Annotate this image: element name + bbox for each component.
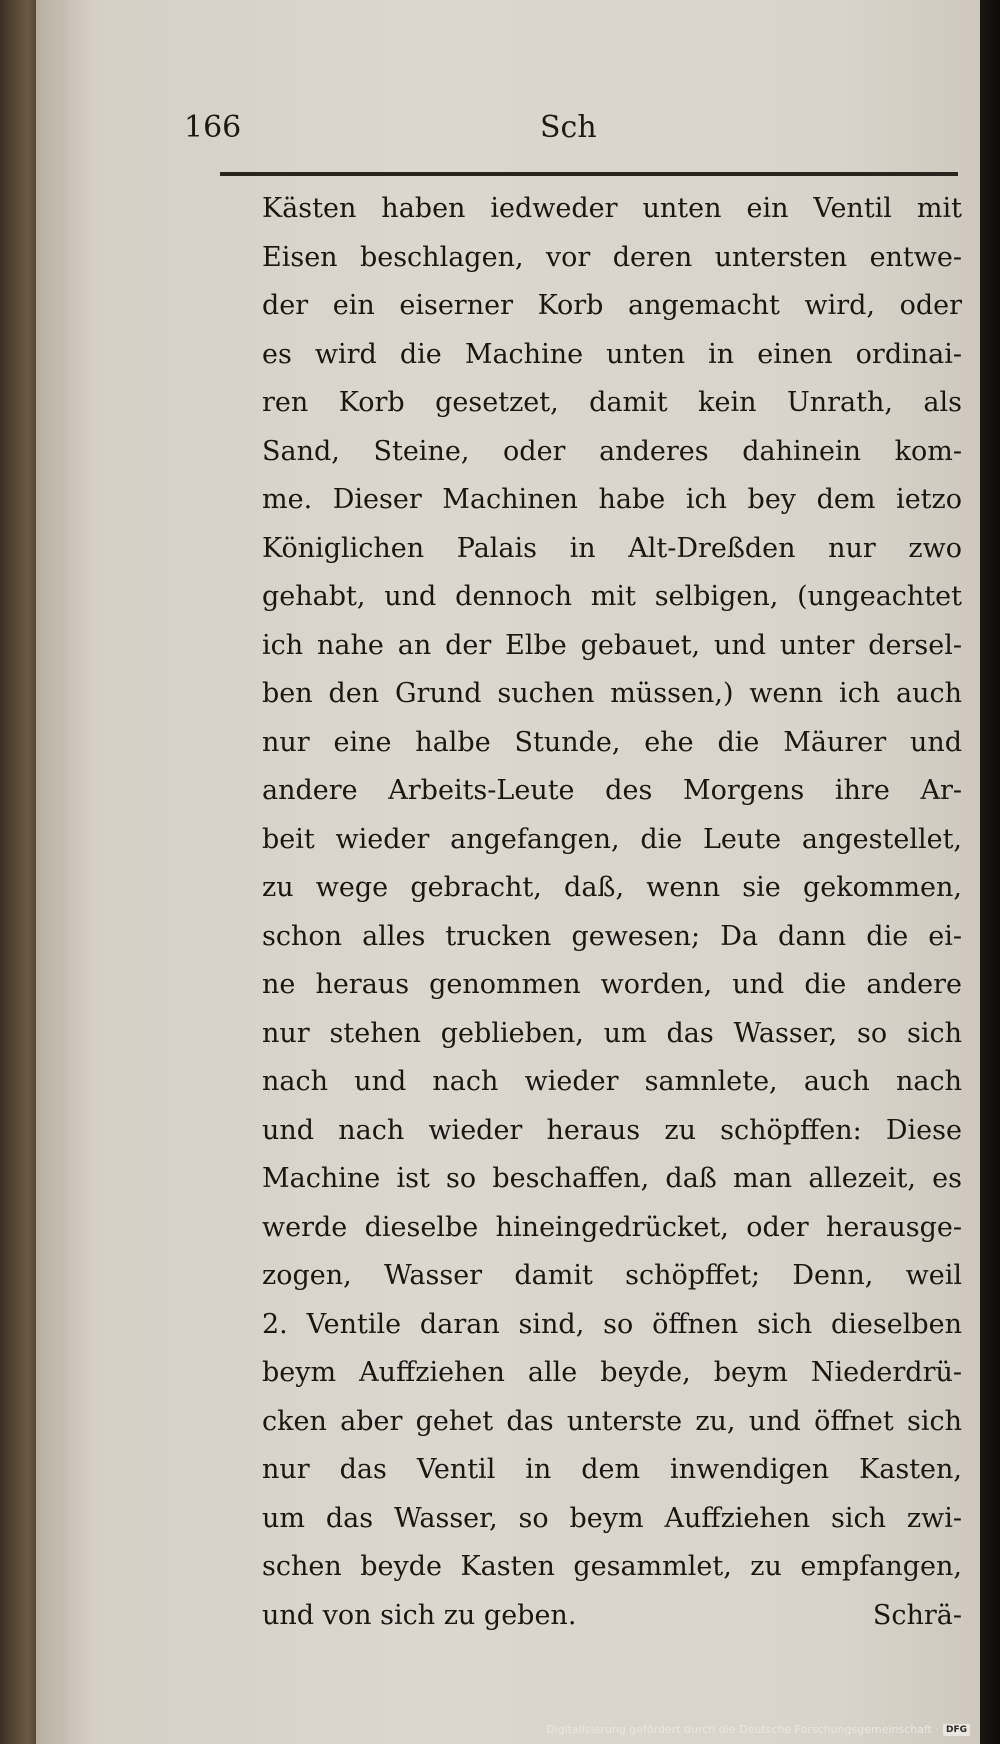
text-line: schon alles trucken gewesen; Da dann die ei- <box>262 920 962 952</box>
text-line: 2. Ventile daran sind, so öffnen sich dieselben <box>262 1308 962 1340</box>
text-line: Sand, Steine, oder anderes dahinein kom- <box>262 435 962 467</box>
text-line: zogen, Wasser damit schöpffet; Denn, weil <box>262 1260 962 1291</box>
catchword: Schrä- <box>872 1599 962 1631</box>
text-line: nach und nach wieder samnlete, auch nach <box>262 1066 962 1097</box>
text-line: ben den Grund suchen müssen,) wenn ich auch <box>262 678 962 709</box>
text-line: ne heraus genommen worden, und die andere <box>262 969 962 1000</box>
text-line: nur eine halbe Stunde, ehe die Mäurer und <box>262 726 962 758</box>
header-rule <box>220 172 958 176</box>
text-line: beit wieder angefangen, die Leute angestellet, <box>262 823 962 855</box>
text-line: cken aber gehet das unterste zu, und öffnet sich <box>262 1405 962 1437</box>
text-line: nur stehen geblieben, um das Wasser, so sich <box>262 1017 962 1049</box>
text-line: zu wege gebracht, daß, wenn sie gekommen, <box>262 872 962 903</box>
text-line: gehabt, und dennoch mit selbigen, (ungeachtet <box>262 581 962 612</box>
text-line: Machine ist so beschaffen, daß man allezeit, es <box>262 1163 962 1194</box>
text-line: me. Dieser Machinen habe ich bey dem ietzo <box>262 484 962 515</box>
text-line: Eisen beschlagen, vor deren untersten entwe- <box>262 241 962 273</box>
text-line-content: und von sich zu geben. <box>262 1599 577 1631</box>
page-number: 166 <box>184 110 242 145</box>
page-header <box>184 110 944 170</box>
text-line: werde dieselbe hineingedrücket, oder herausge- <box>262 1211 962 1243</box>
text-line: nur das Ventil in dem inwendigen Kasten, <box>262 1454 962 1485</box>
text-line: Königlichen Palais in Alt-Dreßden nur zwo <box>262 532 962 564</box>
text-line: ich nahe an der Elbe gebauet, und unter dersel- <box>262 629 962 661</box>
text-line: Kästen haben iedweder unten ein Ventil mit <box>262 193 962 224</box>
text-line: ren Korb gesetzet, damit kein Unrath, als <box>262 387 962 418</box>
body-text <box>262 185 962 1640</box>
text-line: andere Arbeits-Leute des Morgens ihre Ar- <box>262 775 962 806</box>
credit-text: Digitalisierung gefördert durch die Deutsche Forschungsgemeinschaft · <box>546 1723 939 1736</box>
text-line <box>262 1592 962 1641</box>
digitization-credit <box>546 1723 970 1736</box>
book-binding <box>0 0 40 1744</box>
text-line: der ein eiserner Korb angemacht wird, oder <box>262 290 962 321</box>
text-line: beym Auffziehen alle beyde, beym Niederdrü- <box>262 1357 962 1388</box>
text-line: und nach wieder heraus zu schöpffen: Diese <box>262 1114 962 1146</box>
text-line: schen beyde Kasten gesammlet, zu empfangen, <box>262 1551 962 1582</box>
text-line: um das Wasser, so beym Auffziehen sich zwi- <box>262 1502 962 1534</box>
running-head: Sch <box>540 110 597 145</box>
text-line: es wird die Machine unten in einen ordinai- <box>262 338 962 370</box>
dfg-logo-icon: DFG <box>943 1724 970 1736</box>
